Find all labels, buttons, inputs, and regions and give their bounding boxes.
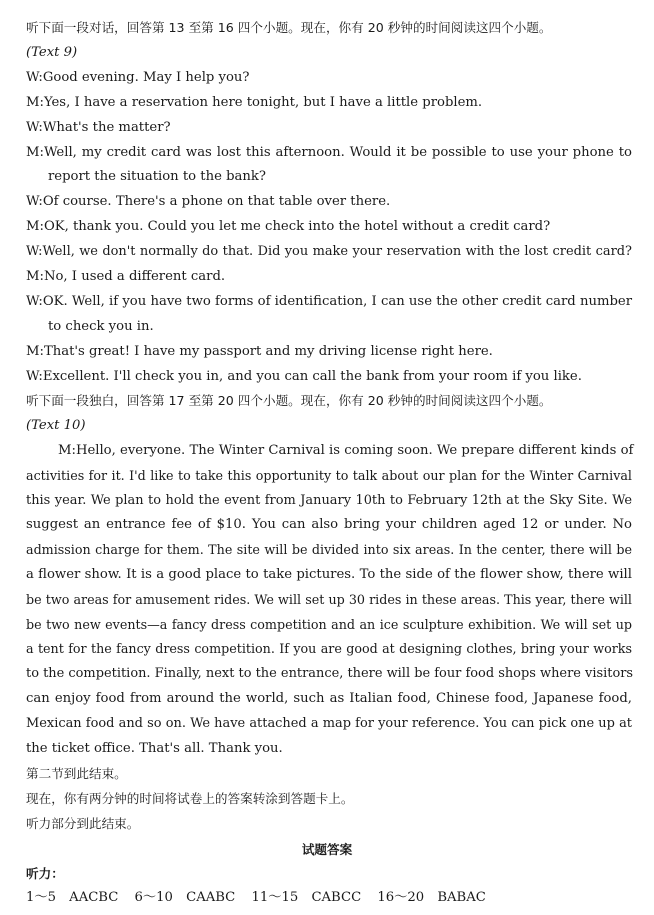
- dialogue-line: W:OK. Well, if you have two forms of identification, I can use the other credit card number: [26, 294, 632, 309]
- monologue-line: the ticket office. That's all. Thank you.: [26, 741, 283, 756]
- answer-range: 6～10: [134, 890, 173, 905]
- answer-range: 1～5: [26, 890, 56, 905]
- monologue-line: a tent for the fancy dress competition. If you are good at designing clothes, bring your works: [26, 641, 632, 656]
- answer-range: 11～15: [251, 890, 299, 905]
- monologue-line: suggest an entrance fee of $10. You can also bring your children aged 12 or under. No: [26, 517, 632, 532]
- monologue-line: can enjoy food from around the world, such as Italian food, Chinese food, Japanese food,: [26, 691, 632, 706]
- answer-letters: CABCC: [311, 890, 362, 905]
- answer-key-row: [26, 889, 632, 907]
- monologue-line: this year. We plan to hold the event from January 10th to February 12th at the Sky Site. We: [26, 493, 632, 508]
- monologue-line: be two new events—a fancy dress competition and an ice sculpture exhibition. We will set up: [26, 617, 632, 632]
- monologue-line: M:Hello, everyone. The Winter Carnival is coming soon. We prepare different kinds of: [58, 443, 634, 458]
- dialogue-line: W:Of course. There's a phone on that table over there.: [26, 194, 391, 209]
- answer-letters: AACBC: [69, 890, 119, 905]
- dialogue-line: M:No, I used a different card.: [26, 269, 226, 284]
- closing-line: 听力部分到此结束。: [26, 816, 140, 831]
- closing-line: 现在，你有两分钟的时间将试卷上的答案转涂到答题卡上。: [26, 791, 354, 806]
- dialogue-line: M:Well, my credit card was lost this afternoon. Would it be possible to use your phone to: [26, 145, 632, 160]
- monologue-line: a flower show. It is a good place to take pictures. To the side of the flower show, there will: [26, 567, 632, 582]
- section-17-20-instruction: 听下面一段独白，回答第 17 至第 20 四个小题。现在，你有 20 秒钟的时间阅读这四个小题。: [26, 393, 552, 408]
- dialogue-line: M:Yes, I have a reservation here tonight, but I have a little problem.: [26, 95, 483, 110]
- dialogue-line: W:What's the matter?: [26, 120, 171, 135]
- section-13-16-instruction: 听下面一段对话，回答第 13 至第 16 四个小题。现在，你有 20 秒钟的时间阅读这四个小题。: [26, 20, 552, 35]
- monologue-line: be two areas for amusement rides. We will set up 30 rides in these areas. This year, there will: [26, 592, 632, 607]
- dialogue-line: M:That's great! I have my passport and my driving license right here.: [26, 344, 493, 359]
- dialogue-line-continued: report the situation to the bank?: [48, 169, 266, 184]
- monologue-line: activities for it. I'd like to take this opportunity to talk about our plan for the Winter Carnival: [26, 468, 632, 483]
- monologue-line: to the competition. Finally, next to the entrance, there will be four food shops where visitors: [26, 666, 634, 681]
- answers-heading: 试题答案: [301, 842, 353, 857]
- closing-line: 第二节到此结束。: [26, 766, 127, 781]
- dialogue-line: W:Good evening. May I help you?: [26, 70, 250, 85]
- dialogue-line-continued: to check you in.: [48, 319, 154, 334]
- answer-letters: BABAC: [437, 890, 486, 905]
- text-10-label: (Text 10): [26, 418, 86, 433]
- monologue-line: admission charge for them. The site will be divided into six areas. In the center, there will be: [26, 542, 632, 557]
- dialogue-line: W:Well, we don't normally do that. Did you make your reservation with the lost credit card?: [26, 244, 632, 259]
- answer-letters: CAABC: [186, 890, 236, 905]
- monologue-line: Mexican food and so on. We have attached a map for your reference. You can pick one up at: [26, 716, 632, 731]
- answer-range: 16～20: [377, 890, 425, 905]
- dialogue-line: W:Excellent. I'll check you in, and you can call the bank from your room if you like.: [26, 369, 582, 384]
- dialogue-line: M:OK, thank you. Could you let me check into the hotel without a credit card?: [26, 219, 551, 234]
- text-9-label: (Text 9): [26, 45, 78, 60]
- answers-subheading: 听力：: [26, 866, 64, 881]
